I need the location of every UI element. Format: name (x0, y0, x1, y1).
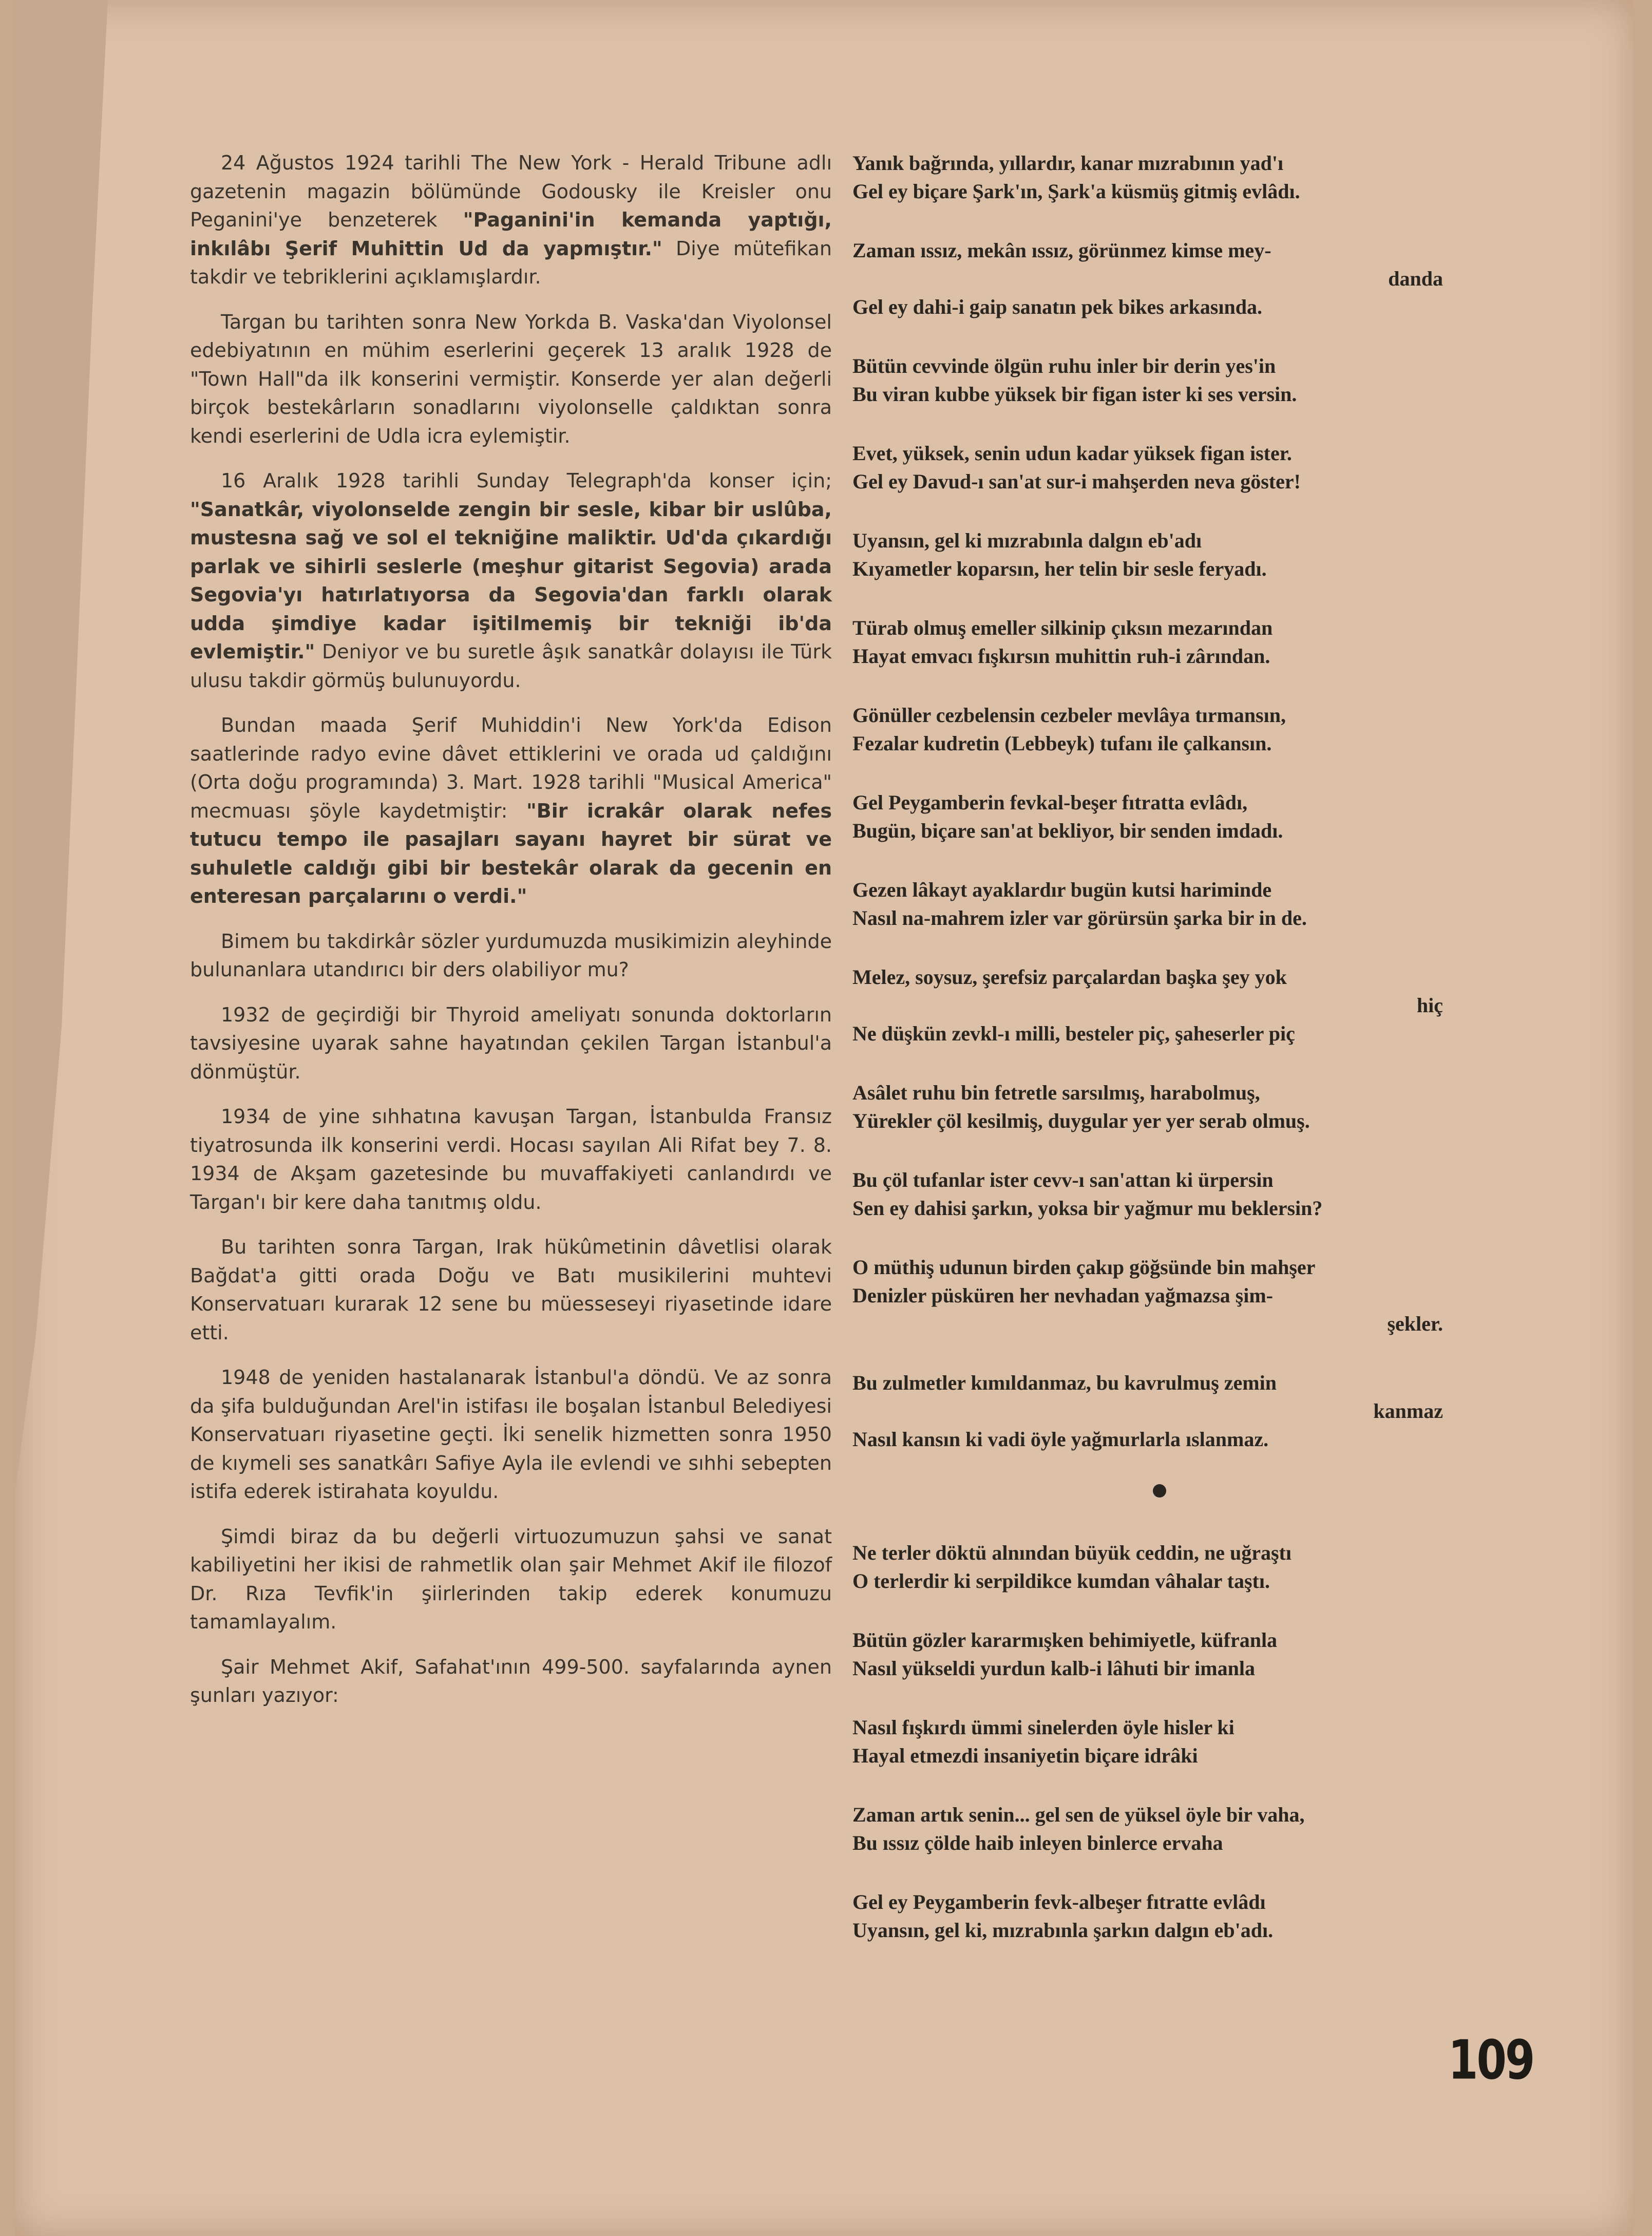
poem-line: Gel ey Davud-ı san'at sur-i mahşerden neva göster! (852, 470, 1301, 493)
poem-line: Sen ey dahisi şarkın, yoksa bir yağmur mu beklersin? (852, 1197, 1323, 1220)
poem-line: Gel ey biçare Şark'ın, Şark'a küsmüş gitmiş evlâdı. (852, 180, 1300, 203)
poem-part-1 (852, 149, 1505, 1453)
poem-line: Nasıl fışkırdı ümmi sinelerden öyle hisler ki (852, 1716, 1235, 1739)
poem-line: Nasıl yükseldi yurdun kalb-i lâhuti bir imanla (852, 1657, 1255, 1680)
poem-line: hiç (1416, 994, 1443, 1017)
poem-line: Yürekler çöl kesilmiş, duygular yer yer serab olmuş. (852, 1109, 1310, 1132)
poem-stanza (852, 1166, 1505, 1222)
page-number: 109 (1448, 2029, 1534, 2092)
poem-line: O müthiş udunun birden çakıp göğsünde bin mahşer (852, 1256, 1316, 1279)
poem-stanza (852, 1539, 1505, 1595)
paragraph: Bundan maada Şerif Muhiddin'i New York'da Edison saatlerinde radyo evine dâvet ettiklerini ve orada ud çaldığını (Orta doğu programında) 3. Mart. 1928 tarihli "Musical America" mecmuası şöyle kaydetmiştir: "Bir icrakâr olarak nefes tutucu tempo ile pasajları sayanı hayret bir sürat ve suhuletle caldığı gibi bir bestekâr olarak da gecenin en enteresan parçalarını o verdi." (190, 714, 832, 907)
paragraph: 1932 de geçirdiği bir Thyroid ameliyatı sonunda doktorların tavsiyesine uyarak sahne hayatından çekilen Targan İstanbul'a dönmüştür. (190, 1003, 832, 1083)
poem-line: Gel ey dahi-i gaip sanatın pek bikes arkasında. (852, 295, 1262, 318)
poem-line: Bütün gözler kararmışken behimiyetle, küfranla (852, 1628, 1278, 1652)
poem-line: Bütün cevvinde ölgün ruhu inler bir derin yes'in (852, 354, 1276, 377)
poem-stanza (852, 963, 1505, 1048)
poem-stanza (852, 439, 1505, 496)
poem-line: Gönüller cezbelensin cezbeler mevlâya tırmansın, (852, 704, 1286, 727)
poem-line: danda (1388, 267, 1443, 290)
poem-stanza (852, 1369, 1505, 1453)
paragraph: Bimem bu takdirkâr sözler yurdumuzda musikimizin aleyhinde bulunanlara utandırıcı bir ders olabiliyor mu? (190, 930, 832, 981)
poem-line: Uyansın, gel ki, mızrabınla şarkın dalgın eb'adı. (852, 1919, 1274, 1942)
poem-stanza (852, 1713, 1505, 1770)
paragraph: Targan bu tarihten sonra New Yorkda B. Vaska'dan Viyolonsel edebiyatının en mühim eserlerini geçerek 13 aralık 1928 de "Town Hall"da ilk konserini vermiştir. Konserde yer alan değerli birçok bestekârların sonadlarını viyolonselle çaldıktan sonra kendi eserlerini de Udla icra eylemiştir. (190, 310, 832, 447)
poem-line: Denizler püsküren her nevhadan yağmazsa şim- (852, 1284, 1273, 1307)
poem-stanza (852, 1253, 1505, 1338)
poem-stanza (852, 1078, 1505, 1135)
poem-line: Gezen lâkayt ayaklardır bugün kutsi hariminde (852, 878, 1272, 901)
poem-stanza (852, 149, 1505, 205)
paragraph: 24 Ağustos 1924 tarihli The New York - Herald Tribune adlı gazetenin magazin bölümünde Godousky ile Kreisler onu Peganini'ye benzeterek "Paganini'in kemanda yaptığı, inkılâbı Şerif Muhittin Ud da yapmıştır." Diye mütefikan takdir ve tebriklerini açıklamışlardır. (190, 151, 832, 288)
poem-stanza (852, 352, 1505, 408)
left-column (190, 149, 832, 1727)
poem-line: Kıyametler koparsın, her telin bir sesle feryadı. (852, 557, 1267, 580)
poem-stanza (852, 614, 1505, 670)
poem-line: Zaman artık senin... gel sen de yüksel öyle bir vaha, (852, 1803, 1305, 1826)
poem-line: Türab olmuş emeller silkinip çıksın mezarından (852, 616, 1273, 639)
paragraph: Şimdi biraz da bu değerli virtuozumuzun şahsi ve sanat kabiliyetini her ikisi de rahmetlik olan şair Mehmet Akif ile filozof Dr. Rıza Tevfik'in şiirlerinden takip ederek konumuzu tamamlayalım. (190, 1525, 832, 1633)
poem-line: Bugün, biçare san'at bekliyor, bir senden imdadı. (852, 819, 1283, 842)
paragraph: Bu tarihten sonra Targan, Irak hükûmetinin dâvetlisi olarak Bağdat'a gitti orada Doğu ve Batı musikilerini muhtevi Konservatuarı kurarak 12 sene bu müesseseyi riyasetinde idare etti. (190, 1236, 832, 1344)
poem-line: Fezalar kudretin (Lebbeyk) tufanı ile çalkansın. (852, 732, 1272, 755)
poem-line: Nasıl na-mahrem izler var görürsün şarka bir in de. (852, 906, 1307, 930)
poem-line: Ne düşkün zevkl-ı milli, besteler piç, şaheserler piç (852, 1022, 1295, 1045)
poem-line: Asâlet ruhu bin fetretle sarsılmış, harabolmuş, (852, 1081, 1260, 1104)
poem-line: Bu çöl tufanlar ister cevv-ı san'attan ki ürpersin (852, 1168, 1274, 1191)
poem-line: Zaman ıssız, mekân ıssız, görünmez kimse mey- (852, 239, 1271, 262)
poem-line: Evet, yüksek, senin udun kadar yüksek figan ister. (852, 442, 1292, 465)
poem-line: Melez, soysuz, şerefsiz parçalardan başka şey yok (852, 965, 1287, 989)
poem-line: Bu ıssız çölde haib inleyen binlerce ervaha (852, 1831, 1223, 1854)
poem-line: Gel Peygamberin fevkal-beşer fıtratta evlâdı, (852, 791, 1248, 814)
poem-stanza (852, 701, 1505, 757)
poem-line: Bu viran kubbe yüksek bir figan ister ki ses versin. (852, 383, 1297, 406)
poem-line: Nasıl kansın ki vadi öyle yağmurlarla ıslanmaz. (852, 1428, 1269, 1451)
paragraph: 1948 de yeniden hastalanarak İstanbul'a döndü. Ve az sonra da şifa bulduğundan Arel'in istifası ile boşalan İstanbul Belediyesi Konservatuarı riyasetine geçti. İki senelik hizmetten sonra 1950 de kıymeli ses sanatkârı Safiye Ayla ile evlendi ve sıhhi sebepten istifa ederek istirahata koyuldu. (190, 1366, 832, 1503)
poem-column (852, 149, 1505, 1975)
poem-line: Hayat emvacı fışkırsın muhittin ruh-i zârından. (852, 645, 1270, 668)
poem-stanza (852, 1626, 1505, 1682)
poem-line: Hayal etmezdi insaniyetin biçare idrâki (852, 1744, 1198, 1767)
poem-line: Gel ey Peygamberin fevk-albeşer fıtratte evlâdı (852, 1890, 1266, 1913)
torn-edge (15, 0, 134, 2236)
poem-stanza (852, 788, 1505, 845)
poem-stanza (852, 1801, 1505, 1857)
poem-line: Ne terler döktü alnından büyük ceddin, ne uğraştı (852, 1541, 1292, 1564)
poem-line: Uyansın, gel ki mızrabınla dalgın eb'adı (852, 529, 1202, 552)
paragraph: 1934 de yine sıhhatına kavuşan Targan, İstanbulda Fransız tiyatrosunda ilk konserini verdi. Hocası sayılan Ali Rifat bey 7. 8. 1934 de Akşam gazetesinde bu muvaffakiyeti canlandırdı ve Targan'ı bir kere daha tanıtmış oldu. (190, 1105, 832, 1214)
poem-stanza (852, 526, 1505, 583)
poem-line: Yanık bağrında, yıllardır, kanar mızrabının yad'ı (852, 151, 1284, 175)
poem-line: Bu zulmetler kımıldanmaz, bu kavrulmuş zemin (852, 1371, 1277, 1394)
section-separator-dot (1153, 1484, 1166, 1498)
poem-line: şekler. (1387, 1312, 1443, 1335)
poem-line: O terlerdir ki serpildikce kumdan vâhalar taştı. (852, 1569, 1270, 1593)
paragraph: 16 Aralık 1928 tarihli Sunday Telegraph'da konser için; "Sanatkâr, viyolonselde zengin bir sesle, kibar bir uslûba, mustesna sağ ve sol el tekniğine maliktir. Ud'da çıkardığı parlak ve sihirli seslerle (meşhur gitarist Segovia) arada Segovia'yı hatırlatıyorsa da Segovia'dan farklı olarak udda şimdiye kadar işitilmemiş bir tekniği ib'da evlemiştir." Deniyor ve bu suretle âşık sanatkâr dolayısı ile Türk ulusu takdir görmüş bulunuyordu. (190, 469, 832, 692)
poem-stanza (852, 876, 1505, 932)
paragraph: Şair Mehmet Akif, Safahat'ının 499-500. sayfalarında aynen şunları yazıyor: (190, 1655, 832, 1707)
poem-stanza (852, 236, 1505, 321)
poem-part-2 (852, 1539, 1505, 1944)
poem-line: kanmaz (1373, 1399, 1443, 1423)
poem-stanza (852, 1888, 1505, 1944)
